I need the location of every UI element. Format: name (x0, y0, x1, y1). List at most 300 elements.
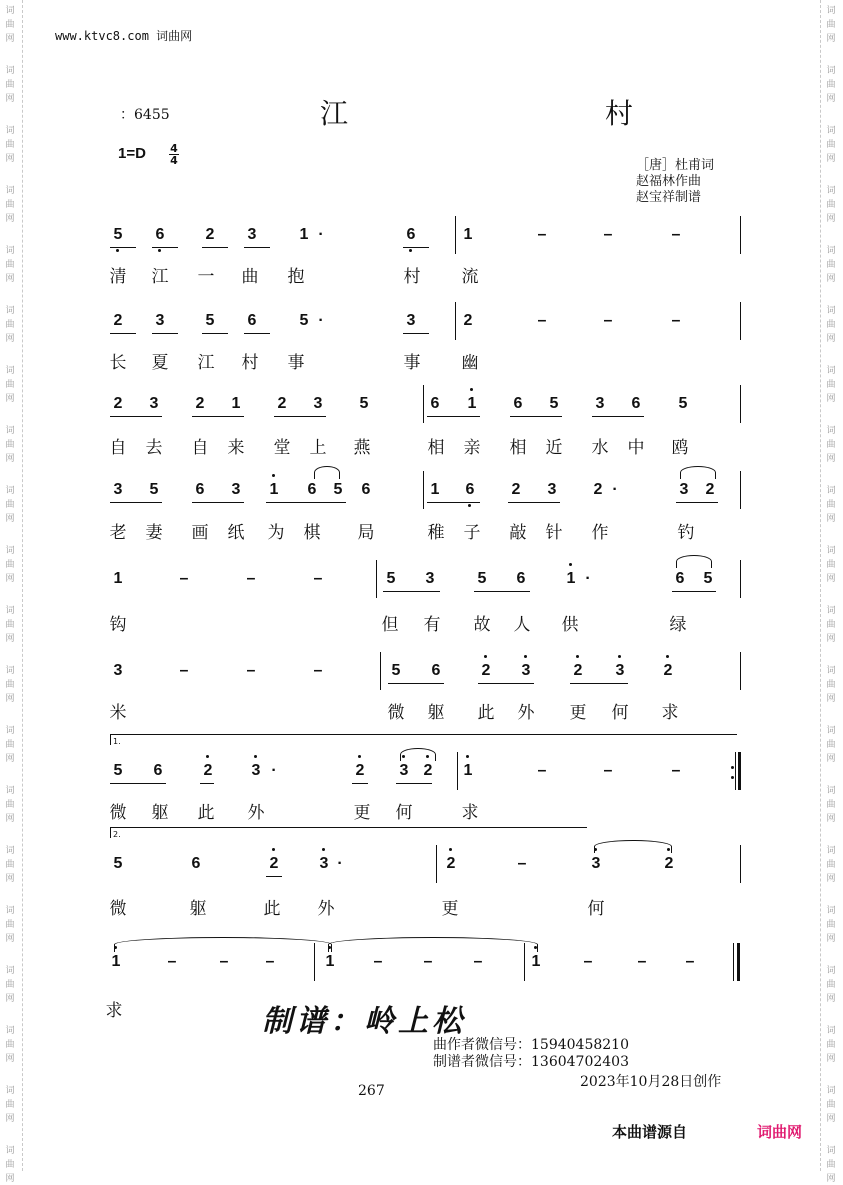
site-url[interactable]: www.ktvc8.com 词曲网 (55, 29, 193, 43)
lyric: 局 (357, 523, 375, 543)
watermark-char: 曲 (826, 560, 836, 570)
note: 3 (406, 312, 416, 329)
note: 3 (113, 481, 123, 498)
barline (380, 652, 381, 690)
note: · (337, 855, 343, 872)
lyric: 去 (145, 438, 163, 458)
lyric: 外 (317, 899, 335, 919)
watermark-char: 词 (5, 1146, 15, 1156)
watermark-char: 词 (5, 726, 15, 736)
lyric: 更 (441, 899, 459, 919)
note: 6 (361, 481, 371, 498)
time-signature (169, 143, 179, 166)
underline (110, 247, 136, 248)
barline (455, 216, 456, 254)
note: 2 (481, 662, 491, 679)
underline (192, 416, 244, 417)
left-watermark-strip (0, 0, 23, 1184)
maker-signature: 制谱：岭上松 (262, 1004, 466, 1039)
lyric: 自 (191, 438, 209, 458)
watermark-char: 曲 (826, 380, 836, 390)
octave-dot (206, 755, 209, 758)
note: 5 (703, 570, 713, 587)
volta-bracket (110, 734, 737, 745)
watermark-char: 词 (826, 126, 836, 136)
note: 3 (155, 312, 165, 329)
barline (376, 560, 377, 598)
note: 3 (595, 395, 605, 412)
lyric: 燕 (353, 438, 371, 458)
watermark-char: 网 (826, 814, 836, 824)
note: 2 (463, 312, 473, 329)
note: – (671, 226, 681, 243)
watermark-char: 网 (826, 694, 836, 704)
watermark-char: 网 (826, 874, 836, 884)
lyric: 此 (477, 703, 495, 723)
note: 3 (247, 226, 257, 243)
note: 5 (678, 395, 688, 412)
note: 6 (406, 226, 416, 243)
watermark-char: 网 (826, 214, 836, 224)
watermark-char: 词 (826, 1086, 836, 1096)
watermark-char: 曲 (5, 860, 15, 870)
lyric: 老 (109, 523, 127, 543)
octave-dot (484, 655, 487, 658)
watermark-char: 词 (826, 546, 836, 556)
note: · (271, 762, 277, 779)
lyric: 有 (423, 615, 441, 635)
note: 1 (430, 481, 440, 498)
watermark-char: 曲 (826, 860, 836, 870)
watermark-char: 网 (5, 694, 15, 704)
watermark-char: 网 (826, 274, 836, 284)
watermark-char: 网 (5, 454, 15, 464)
lyric: 求 (105, 1001, 123, 1021)
watermark-char: 词 (5, 246, 15, 256)
watermark-char: 网 (5, 994, 15, 1004)
note: – (246, 662, 256, 679)
note: 6 (431, 662, 441, 679)
note: 6 (430, 395, 440, 412)
note: – (179, 570, 189, 587)
watermark-char: 网 (5, 874, 15, 884)
watermark-char: 词 (826, 906, 836, 916)
lyric: 水 (591, 438, 609, 458)
barline (457, 752, 458, 790)
watermark-char: 词 (5, 666, 15, 676)
lyric: 画 (191, 523, 209, 543)
note: 3 (319, 855, 329, 872)
watermark-char: 词 (5, 306, 15, 316)
lyric: 流 (461, 267, 479, 287)
watermark-char: 网 (5, 334, 15, 344)
watermark-char: 曲 (826, 980, 836, 990)
octave-dot (618, 655, 621, 658)
lyric: 清 (109, 267, 127, 287)
note: 2 (113, 395, 123, 412)
octave-dot (666, 655, 669, 658)
lyric: 幽 (461, 353, 479, 373)
note: 2 (195, 395, 205, 412)
lyric: 子 (463, 523, 481, 543)
octave-dot (524, 655, 527, 658)
watermark-char: 词 (826, 966, 836, 976)
maker-wechat: 制谱者微信号：13604702403 (433, 1054, 629, 1070)
lyric: 江 (151, 267, 169, 287)
note: 3 (679, 481, 689, 498)
note: – (265, 953, 275, 970)
underline (244, 247, 270, 248)
lyric: 绿 (669, 615, 687, 635)
creation-date: 2023年10月28日创作 (580, 1074, 722, 1090)
underline (202, 333, 228, 334)
watermark-char: 网 (826, 394, 836, 404)
note: 2 (269, 855, 279, 872)
lyric: 来 (227, 438, 245, 458)
underline (110, 783, 166, 784)
note: · (585, 570, 591, 587)
note: 6 (516, 570, 526, 587)
watermark-char: 网 (826, 754, 836, 764)
lyric: 自 (109, 438, 127, 458)
lyric: 米 (109, 703, 127, 723)
lyric: 针 (545, 523, 563, 543)
lyric: 躯 (189, 899, 207, 919)
note: – (179, 662, 189, 679)
watermark-char: 网 (826, 634, 836, 644)
lyric: 稚 (427, 523, 445, 543)
underline (152, 247, 178, 248)
watermark-char: 曲 (826, 800, 836, 810)
watermark-char: 网 (5, 634, 15, 644)
note: – (313, 662, 323, 679)
watermark-char: 词 (5, 546, 15, 556)
octave-dot (322, 848, 325, 851)
note: 6 (247, 312, 257, 329)
lyric: 此 (197, 803, 215, 823)
watermark-char: 词 (5, 6, 15, 16)
watermark-char: 曲 (826, 80, 836, 90)
underline (427, 502, 480, 503)
note: 5 (477, 570, 487, 587)
octave-dot (272, 474, 275, 477)
watermark-char: 词 (826, 606, 836, 616)
note: – (423, 953, 433, 970)
note: – (246, 570, 256, 587)
note: 5 (149, 481, 159, 498)
lyric: 村 (403, 267, 421, 287)
note: 3 (313, 395, 323, 412)
barline (737, 943, 740, 981)
underline (152, 333, 178, 334)
time-signature-top: 4 (170, 142, 178, 155)
barline (423, 385, 424, 423)
watermark-char: 网 (826, 1174, 836, 1184)
note: 5 (205, 312, 215, 329)
watermark-char: 词 (826, 306, 836, 316)
note: 2 (705, 481, 715, 498)
watermark-char: 曲 (5, 680, 15, 690)
watermark-char: 词 (826, 786, 836, 796)
watermark-char: 网 (5, 274, 15, 284)
lyric: 何 (611, 703, 629, 723)
note: 2 (593, 481, 603, 498)
lyric: 纸 (227, 523, 245, 543)
source-brand-link[interactable]: 词曲网 (757, 1123, 803, 1141)
note: 2 (205, 226, 215, 243)
underline (478, 683, 534, 684)
watermark-char: 词 (826, 186, 836, 196)
watermark-char: 网 (826, 1114, 836, 1124)
slur (114, 937, 332, 952)
note: 1 (463, 762, 473, 779)
watermark-char: 词 (5, 186, 15, 196)
note: – (685, 953, 695, 970)
slur (680, 466, 716, 479)
song-title: 江 村 (320, 97, 757, 130)
lyric: 亲 (463, 438, 481, 458)
note: 6 (153, 762, 163, 779)
watermark-char: 曲 (826, 320, 836, 330)
volta-bracket (110, 827, 587, 838)
note: 3 (615, 662, 625, 679)
watermark-char: 曲 (826, 260, 836, 270)
watermark-char: 网 (5, 934, 15, 944)
lyric: 更 (353, 803, 371, 823)
note: 6 (675, 570, 685, 587)
lyric: 求 (461, 803, 479, 823)
barline (740, 216, 741, 254)
barline (436, 845, 437, 883)
barline (735, 752, 736, 790)
octave-dot (158, 249, 161, 252)
watermark-char: 词 (826, 846, 836, 856)
slur (314, 466, 340, 479)
lyric: 抱 (287, 267, 305, 287)
lyric: 棋 (303, 523, 321, 543)
barline (740, 471, 741, 509)
watermark-char: 词 (826, 666, 836, 676)
note: – (671, 762, 681, 779)
barline (738, 752, 741, 790)
lyric: 微 (387, 703, 405, 723)
note: 2 (664, 855, 674, 872)
volta-number: 1. (113, 737, 121, 746)
watermark-char: 曲 (5, 920, 15, 930)
underline (266, 502, 346, 503)
underline (244, 333, 270, 334)
lyric: 江 (197, 353, 215, 373)
lyric: 外 (517, 703, 535, 723)
note: 2 (663, 662, 673, 679)
note: – (603, 762, 613, 779)
lyric: 相 (427, 438, 445, 458)
watermark-char: 曲 (826, 920, 836, 930)
underline (403, 247, 429, 248)
watermark-char: 词 (826, 486, 836, 496)
barline (740, 302, 741, 340)
note: 1 (231, 395, 241, 412)
watermark-char: 曲 (5, 140, 15, 150)
watermark-char: 曲 (5, 200, 15, 210)
watermark-char: 网 (5, 754, 15, 764)
watermark-char: 曲 (5, 20, 15, 30)
watermark-char: 网 (5, 394, 15, 404)
watermark-char: 曲 (5, 440, 15, 450)
lyric: 一 (197, 267, 215, 287)
note: – (537, 226, 547, 243)
lyric: 事 (403, 353, 421, 373)
watermark-char: 词 (826, 1146, 836, 1156)
note: 5 (113, 855, 123, 872)
watermark-char: 曲 (5, 560, 15, 570)
watermark-char: 曲 (826, 1040, 836, 1050)
watermark-char: 曲 (826, 140, 836, 150)
lyric: 何 (395, 803, 413, 823)
watermark-char: 网 (5, 814, 15, 824)
watermark-char: 词 (826, 426, 836, 436)
barline (740, 652, 741, 690)
lyric: 作 (591, 523, 609, 543)
note: 1 (463, 226, 473, 243)
note: · (318, 312, 324, 329)
contacts (433, 1037, 629, 1071)
underline (396, 783, 432, 784)
note: 3 (425, 570, 435, 587)
watermark-char: 词 (5, 66, 15, 76)
note: 5 (549, 395, 559, 412)
note: – (537, 312, 547, 329)
watermark-char: 词 (5, 966, 15, 976)
note: – (473, 953, 483, 970)
watermark-char: 词 (5, 786, 15, 796)
barline (740, 845, 741, 883)
underline (508, 502, 560, 503)
underline (110, 416, 162, 417)
barline (733, 943, 734, 981)
lyric: 故 (473, 615, 491, 635)
watermark-char: 词 (5, 366, 15, 376)
note: 6 (195, 481, 205, 498)
watermark-char: 词 (826, 6, 836, 16)
watermark-char: 词 (826, 1026, 836, 1036)
octave-dot (254, 755, 257, 758)
watermark-char: 曲 (5, 620, 15, 630)
lyric: 求 (661, 703, 679, 723)
note: 3 (149, 395, 159, 412)
watermark-char: 曲 (5, 800, 15, 810)
note: – (313, 570, 323, 587)
watermark-char: 词 (5, 846, 15, 856)
watermark-char: 词 (5, 486, 15, 496)
note: – (167, 953, 177, 970)
note: 1 (299, 226, 309, 243)
right-watermark-strip (820, 0, 843, 1184)
watermark-char: 曲 (826, 740, 836, 750)
lyric: 但 (381, 615, 399, 635)
watermark-char: 网 (826, 94, 836, 104)
lyric: 人 (513, 615, 531, 635)
watermark-char: 网 (826, 34, 836, 44)
lyric: 供 (561, 615, 579, 635)
watermark-char: 词 (826, 246, 836, 256)
composer-wechat: 曲作者微信号：15940458210 (433, 1037, 629, 1053)
watermark-char: 网 (826, 574, 836, 584)
key-signature: 1=D (118, 145, 146, 162)
note: 5 (391, 662, 401, 679)
octave-dot (569, 563, 572, 566)
note: 6 (631, 395, 641, 412)
credits (636, 158, 714, 206)
watermark-char: 网 (5, 34, 15, 44)
watermark-char: 网 (5, 1174, 15, 1184)
song-number: ：6455 (120, 107, 170, 123)
lyric: 鸥 (671, 438, 689, 458)
watermark-char: 网 (5, 94, 15, 104)
watermark-char: 词 (826, 726, 836, 736)
note: 1 (566, 570, 576, 587)
watermark-char: 网 (5, 514, 15, 524)
watermark-char: 词 (5, 426, 15, 436)
watermark-char: 曲 (826, 200, 836, 210)
underline (570, 683, 628, 684)
watermark-char: 曲 (5, 260, 15, 270)
underline (200, 783, 214, 784)
watermark-char: 网 (826, 1054, 836, 1064)
watermark-char: 网 (5, 214, 15, 224)
watermark-char: 词 (5, 126, 15, 136)
lyric: 微 (109, 803, 127, 823)
lyric: 躯 (151, 803, 169, 823)
note: – (583, 953, 593, 970)
source-label: 本曲谱源自 (612, 1123, 688, 1141)
note: 2 (355, 762, 365, 779)
note: 5 (333, 481, 343, 498)
watermark-char: 词 (5, 606, 15, 616)
underline (274, 416, 326, 417)
note: 3 (231, 481, 241, 498)
octave-dot (272, 848, 275, 851)
note: 6 (465, 481, 475, 498)
octave-dot (449, 848, 452, 851)
octave-dot (731, 766, 734, 769)
slur (676, 555, 712, 568)
underline (474, 591, 530, 592)
watermark-char: 曲 (5, 980, 15, 990)
watermark-char: 网 (826, 514, 836, 524)
underline (403, 333, 429, 334)
underline (427, 416, 480, 417)
lyric: 夏 (151, 353, 169, 373)
lyric: 外 (247, 803, 265, 823)
watermark-char: 曲 (5, 320, 15, 330)
lyric: 更 (569, 703, 587, 723)
credit-transcriber: 赵宝祥制谱 (636, 190, 702, 205)
note: 2 (573, 662, 583, 679)
watermark-char: 网 (5, 154, 15, 164)
underline (110, 502, 162, 503)
watermark-char: 曲 (826, 1160, 836, 1170)
note: 1 (111, 953, 121, 970)
underline (192, 502, 244, 503)
note: 3 (591, 855, 601, 872)
watermark-char: 曲 (826, 620, 836, 630)
watermark-char: 曲 (826, 20, 836, 30)
note: 2 (203, 762, 213, 779)
note: – (517, 855, 527, 872)
watermark-char: 曲 (826, 440, 836, 450)
note: 6 (155, 226, 165, 243)
